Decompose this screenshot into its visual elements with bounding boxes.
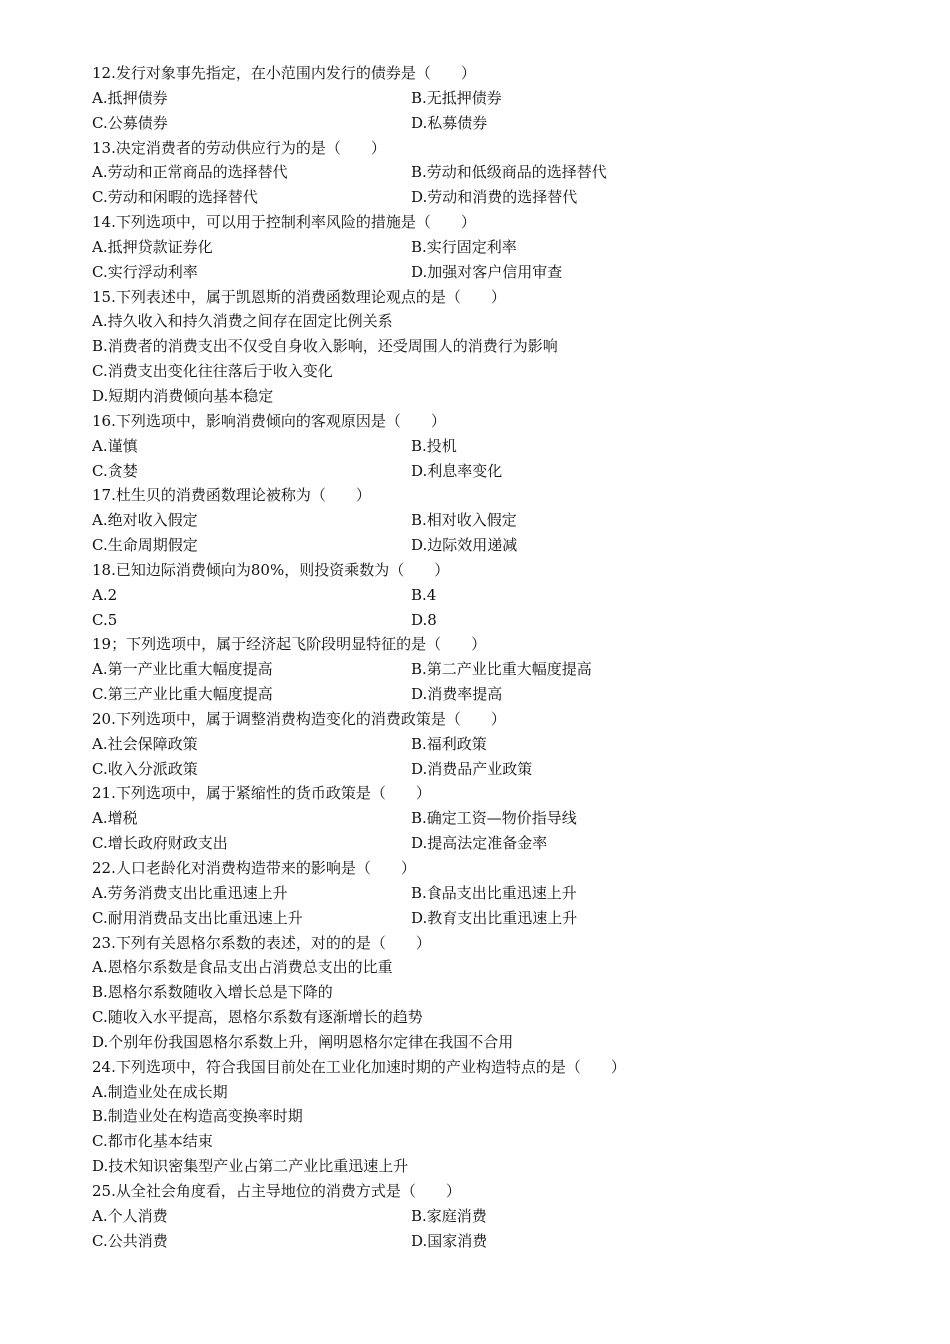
question-block — [92, 931, 892, 1055]
option-row — [92, 533, 892, 558]
option-row — [92, 235, 892, 260]
question-block — [92, 61, 892, 136]
question-stem: 17.杜生贝的消费函数理论被称为（ ） — [92, 486, 371, 505]
option: D.利息率变化 — [411, 461, 503, 480]
question-stem: 24.下列选项中，符合我国目前处在工业化加速时期的产业构造特点的是（ ） — [92, 1057, 626, 1076]
option-row — [92, 682, 892, 707]
option: A.2 — [92, 585, 118, 604]
option: C.劳动和闲暇的选择替代 — [92, 188, 258, 207]
option: D.劳动和消费的选择替代 — [411, 188, 578, 207]
option: A.谨慎 — [92, 436, 138, 455]
option: B.相对收入假定 — [411, 511, 517, 530]
option: A.个人消费 — [92, 1206, 168, 1225]
option: D.边际效用递减 — [411, 536, 518, 555]
option-row — [92, 111, 892, 136]
option: D.教育支出比重迅速上升 — [411, 908, 578, 927]
question-stem: 12.发行对象事先指定，在小范围内发行的债券是（ ） — [92, 64, 476, 82]
option: B.消费者的消费支出不仅受自身收入影响，还受周围人的消费行为影响 — [92, 337, 558, 356]
option: A.第一产业比重大幅度提高 — [92, 660, 273, 679]
option: D.消费品产业政策 — [411, 759, 533, 778]
option: B.制造业处在构造高变换率时期 — [92, 1107, 303, 1126]
option: C.耐用消费品支出比重迅速上升 — [92, 908, 303, 927]
option-row — [92, 806, 892, 831]
option: C.增长政府财政支出 — [92, 834, 228, 853]
option: C.公募债券 — [92, 113, 168, 132]
option-row — [92, 1229, 892, 1254]
question-stem: 13.决定消费者的劳动供应行为的是（ ） — [92, 138, 386, 157]
option: C.第三产业比重大幅度提高 — [92, 685, 273, 704]
option: B.家庭消费 — [411, 1206, 487, 1225]
option-row — [92, 657, 892, 682]
question-stem: 15.下列表述中，属于凯恩斯的消费函数理论观点的是（ ） — [92, 287, 506, 306]
question-stem: 21.下列选项中，属于紧缩性的货币政策是（ ） — [92, 784, 431, 803]
question-stem: 22.人口老龄化对消费构造带来的影响是（ ） — [92, 859, 416, 877]
option-row — [92, 732, 892, 757]
question-block — [92, 210, 892, 285]
option: A.恩格尔系数是食品支出占消费总支出的比重 — [92, 958, 393, 977]
option: C.公共消费 — [92, 1231, 168, 1250]
question-block — [92, 558, 892, 633]
option: C.实行浮动利率 — [92, 262, 198, 281]
option: A.制造业处在成长期 — [92, 1082, 228, 1101]
option: D.私募债券 — [411, 113, 488, 132]
option: B.投机 — [411, 436, 457, 455]
question-block — [92, 781, 892, 856]
option: D.个别年份我国恩格尔系数上升，阐明恩格尔定律在我国不合用 — [92, 1032, 514, 1051]
question-stem: 18.已知边际消费倾向为80%，则投资乘数为（ ） — [92, 560, 450, 579]
option: C.都市化基本结束 — [92, 1132, 213, 1151]
option: A.抵押债券 — [92, 88, 168, 107]
option: A.社会保障政策 — [92, 734, 198, 753]
option-row — [92, 508, 892, 533]
question-block — [92, 409, 892, 484]
question-list — [92, 61, 892, 1254]
question-stem: 23.下列有关恩格尔系数的表述，对的的是（ ） — [92, 933, 431, 952]
question-block — [92, 1055, 892, 1179]
option-row — [92, 1204, 892, 1229]
option: D.短期内消费倾向基本稳定 — [92, 386, 274, 405]
option: C.消费支出变化往往落后于收入变化 — [92, 362, 333, 381]
option: C.5 — [92, 610, 118, 629]
option-row — [92, 881, 892, 906]
option-row — [92, 86, 892, 111]
question-block — [92, 285, 892, 409]
option: D.加强对客户信用审查 — [411, 262, 563, 281]
option: A.抵押贷款证券化 — [92, 237, 213, 256]
option: D.消费率提高 — [411, 685, 503, 704]
option: B.实行固定利率 — [411, 237, 517, 256]
question-block — [92, 707, 892, 782]
question-block — [92, 632, 892, 707]
option: D.国家消费 — [411, 1231, 488, 1250]
question-block — [92, 483, 892, 558]
question-stem: 20.下列选项中，属于调整消费构造变化的消费政策是（ ） — [92, 709, 506, 728]
option-row — [92, 459, 892, 484]
option-row — [92, 583, 892, 608]
option: A.劳动和正常商品的选择替代 — [92, 163, 288, 182]
option-row — [92, 160, 892, 185]
option: A.持久收入和持久消费之间存在固定比例关系 — [92, 312, 393, 331]
option: C.随收入水平提高，恩格尔系数有逐渐增长的趋势 — [92, 1008, 423, 1027]
option: C.收入分派政策 — [92, 759, 198, 778]
question-stem: 25.从全社会角度看，占主导地位的消费方式是（ ） — [92, 1181, 461, 1200]
option: B.4 — [411, 585, 437, 604]
option-row — [92, 757, 892, 782]
question-stem: 19；下列选项中，属于经济起飞阶段明显特征的是（ ） — [92, 635, 487, 654]
option: B.福利政策 — [411, 734, 487, 753]
option: C.贪婪 — [92, 461, 138, 480]
option-row — [92, 831, 892, 856]
option: A.劳务消费支出比重迅速上升 — [92, 883, 288, 902]
option: B.劳动和低级商品的选择替代 — [411, 163, 607, 182]
option: B.第二产业比重大幅度提高 — [411, 660, 592, 679]
option: B.恩格尔系数随收入增长总是下降的 — [92, 983, 333, 1002]
question-block — [92, 136, 892, 211]
question-stem: 14.下列选项中，可以用于控制利率风险的措施是（ ） — [92, 213, 476, 232]
option-row — [92, 906, 892, 931]
option-row — [92, 608, 892, 633]
question-stem: 16.下列选项中，影响消费倾向的客观原因是（ ） — [92, 411, 446, 430]
option: D.提高法定准备金率 — [411, 834, 548, 853]
question-block — [92, 1179, 892, 1254]
option: B.食品支出比重迅速上升 — [411, 883, 577, 902]
option-row — [92, 185, 892, 210]
question-block — [92, 856, 892, 931]
option: A.绝对收入假定 — [92, 511, 198, 530]
option-row — [92, 260, 892, 285]
option: C.生命周期假定 — [92, 536, 198, 555]
option: B.无抵押债券 — [411, 88, 502, 107]
option: D.技术知识密集型产业占第二产业比重迅速上升 — [92, 1157, 409, 1176]
option: B.确定工资—物价指导线 — [411, 809, 577, 828]
option: D.8 — [411, 610, 437, 629]
option-row — [92, 434, 892, 459]
option: A.增税 — [92, 809, 138, 828]
